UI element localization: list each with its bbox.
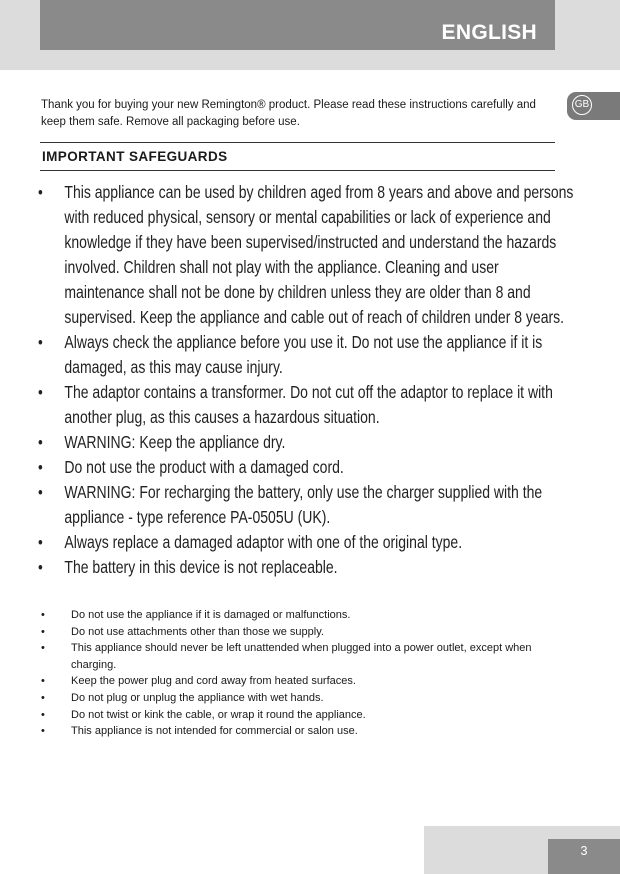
page-number: 3: [548, 839, 620, 874]
country-tab: [567, 92, 620, 120]
bullet-icon: •: [41, 642, 45, 655]
list-item: • Do not plug or unplug the appliance with wet hands.: [38, 690, 558, 707]
list-item: • This appliance can be used by children aged from 8 years and above and persons with reduced physical, sensory or mental capabilities or lack of experience and knowledge if they have been supervised/instructed and understand the hazards involved. Children shall not play with the appliance. Cleaning and user maintenance shall not be done by children unless they are older than 8 and supervised. Keep the appliance and cable out of reach of children under 8 years.: [38, 182, 574, 327]
bullet-icon: •: [38, 333, 43, 352]
list-item: • Do not use the appliance if it is damaged or malfunctions.: [38, 607, 558, 624]
bullet-icon: •: [38, 383, 43, 402]
bullet-icon: •: [41, 625, 45, 638]
language-label: ENGLISH: [441, 21, 537, 44]
list-item: • The battery in this device is not replaceable.: [38, 555, 579, 580]
bullet-icon: •: [38, 458, 43, 477]
list-item: • WARNING: For recharging the battery, only use the charger supplied with the appliance - type reference PA-0505U (UK).: [38, 482, 543, 527]
additional-safeguards-list: [38, 607, 558, 740]
list-item: • Do not use attachments other than those we supply.: [38, 624, 558, 641]
list-item: • The adaptor contains a transformer. Do not cut off the adaptor to replace it with another plug, as this causes a hazardous situation.: [38, 382, 553, 427]
list-item: • Always check the appliance before you use it. Do not use the appliance if it is damaged, as this may cause injury.: [38, 332, 543, 377]
country-code-badge: GB: [572, 95, 592, 115]
main-safeguards-list: [38, 180, 574, 580]
list-item: • Always replace a damaged adaptor with one of the original type.: [38, 530, 579, 555]
bullet-icon: •: [41, 609, 45, 621]
list-item: • This appliance is not intended for commercial or salon use.: [38, 723, 558, 740]
bullet-icon: •: [41, 691, 45, 704]
list-item: • This appliance should never be left unattended when plugged into a power outlet, except when charging.: [41, 642, 532, 671]
list-item: • WARNING: Keep the appliance dry.: [38, 430, 579, 455]
section-title: IMPORTANT SAFEGUARDS: [42, 149, 228, 164]
bullet-icon: •: [41, 708, 45, 721]
list-item: • Do not twist or kink the cable, or wrap it round the appliance.: [38, 707, 558, 724]
bullet-icon: •: [38, 558, 43, 577]
list-item: • Do not use the product with a damaged cord.: [38, 455, 579, 480]
intro-paragraph: Thank you for buying your new Remington® product. Please read these instructions carefully and keep them safe. Remove all packaging before use.: [41, 99, 536, 128]
bullet-icon: •: [38, 183, 43, 202]
bullet-icon: •: [38, 483, 43, 502]
bullet-icon: •: [38, 533, 43, 552]
list-item: • Keep the power plug and cord away from heated surfaces.: [38, 673, 558, 690]
bullet-icon: •: [38, 433, 43, 452]
section-divider-bottom: [40, 170, 555, 171]
language-header: [40, 0, 555, 50]
section-divider-top: [40, 142, 555, 143]
bullet-icon: •: [41, 675, 45, 688]
bullet-icon: •: [41, 725, 45, 738]
